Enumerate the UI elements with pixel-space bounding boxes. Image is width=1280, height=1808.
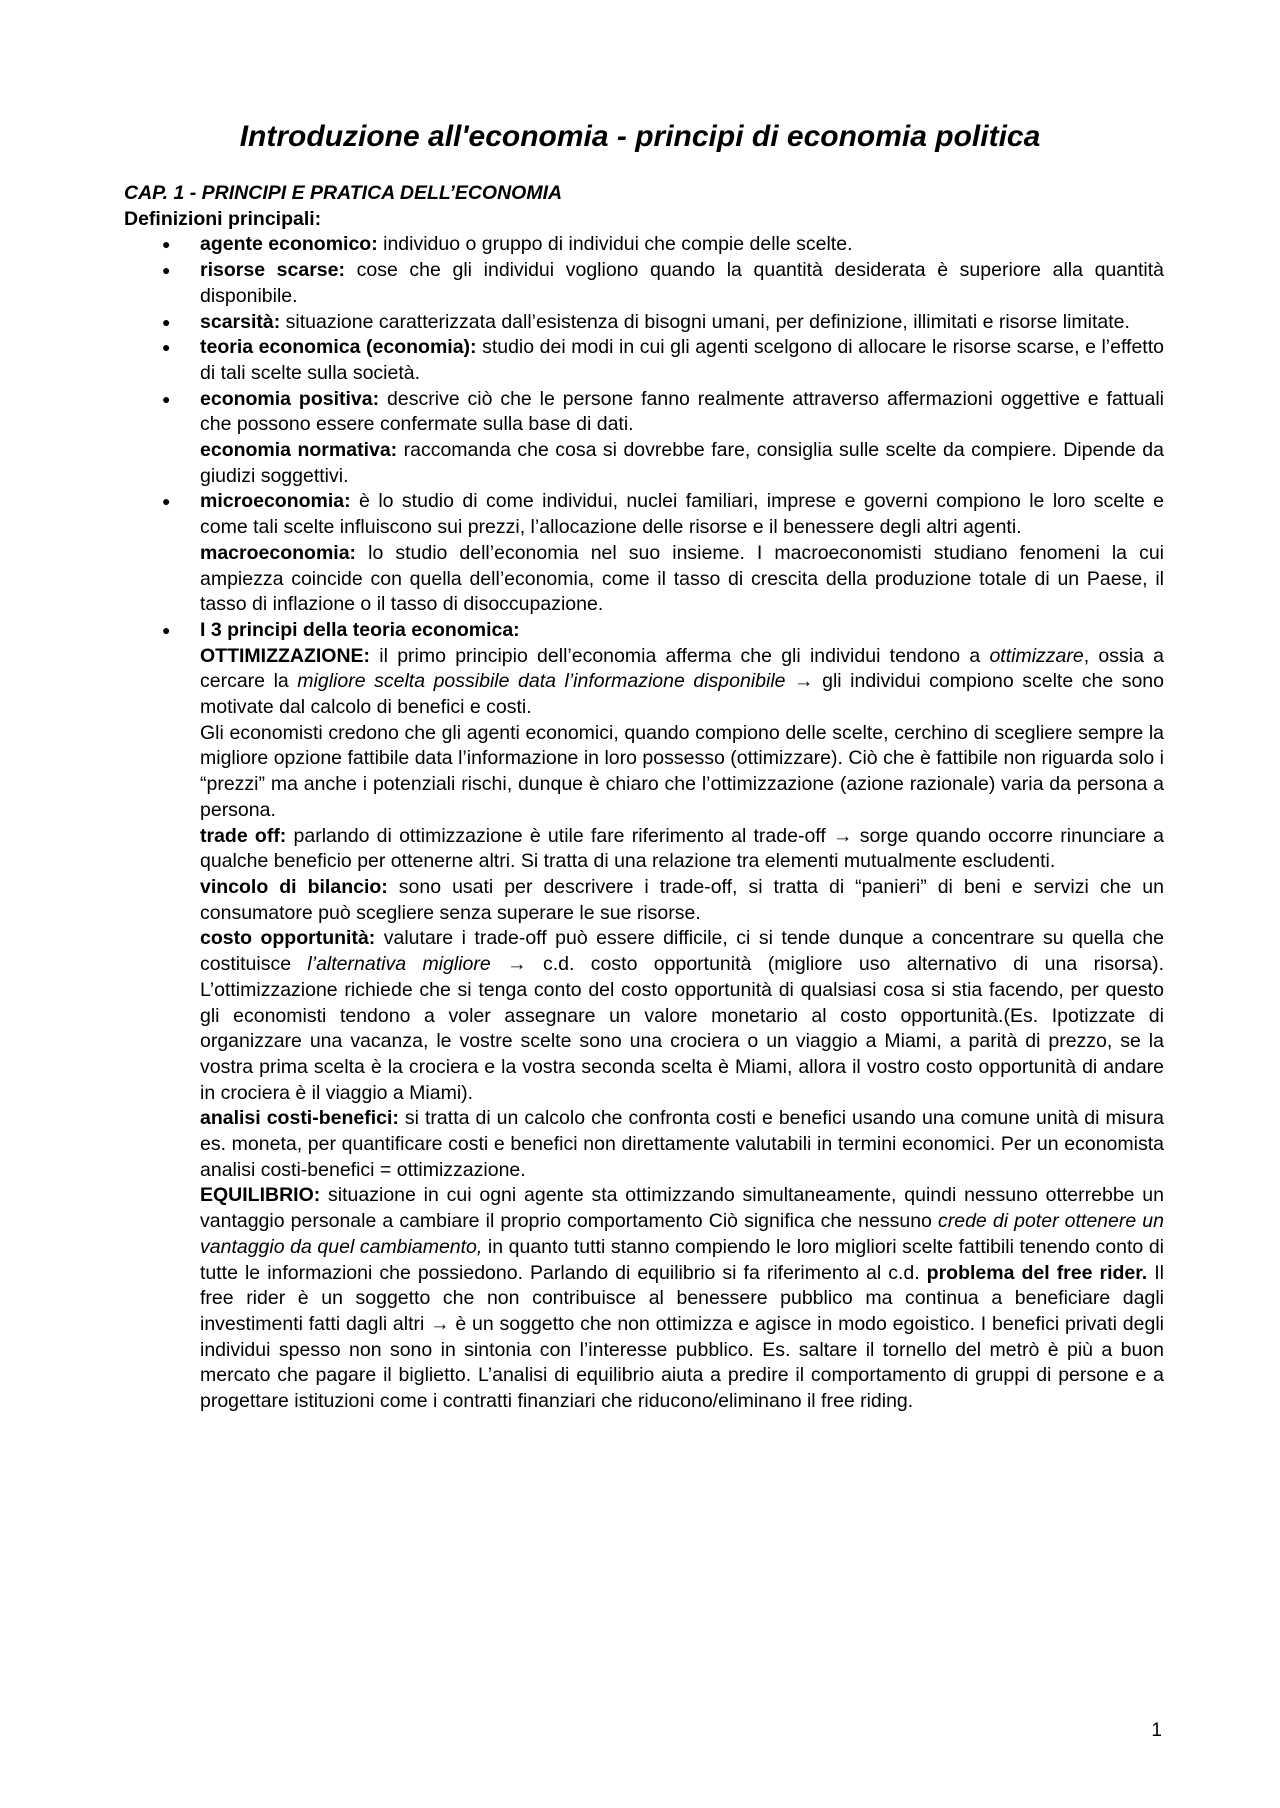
definition-body: descrive ciò che le persone fanno realmente attraverso affermazioni oggettive e fattuali che possono essere confermate sulla base di dati. — [200, 387, 1164, 436]
analisi-paragraph — [200, 1106, 1164, 1183]
document-body — [124, 181, 1164, 1415]
definition-term: trade off: — [200, 824, 287, 847]
definition-body: situazione caratterizzata dall’esistenza di bisogni umani, per definizione, illimitati e risorse limitate. — [280, 310, 1130, 333]
list-item — [124, 387, 1164, 490]
definition-body: studio dei modi in cui gli agenti scelgono di allocare le risorse scarse, e l’effetto di tali scelte sulla società. — [200, 336, 1164, 384]
economisti-paragraph: Gli economisti credono che gli agenti economici, quando compiono delle scelte, cerchino di scegliere sempre la migliore opzione fattibile data l’informazione in loro possesso (ottimizzare). Ciò che è fattibile non riguarda solo i “prezzi” ma anche i potenziali rischi, dunque è chiaro che l’ottimizzazione (azione razionale) varia da persona a persona. — [200, 721, 1164, 821]
text-run: , ossia a cercare la — [200, 644, 1164, 693]
definition-term: scarsità: — [200, 310, 281, 333]
bullet-icon: ● — [162, 621, 171, 638]
definition-text — [200, 258, 1164, 309]
definition-term: OTTIMIZZAZIONE: — [200, 644, 371, 667]
definition-text — [200, 541, 1164, 618]
chapter-heading: CAP. 1 - PRINCIPI E PRATICA DELL’ECONOMIA — [124, 182, 563, 204]
definition-body: lo studio dell’economia nel suo insieme. I macroeconomisti studiano fenomeni la cui ampiezza coincide con quella dell’economia, come il tasso di crescita della produzione totale di un Paese, il tasso di inflazione o il tasso di disoccupazione. — [200, 541, 1164, 616]
bullet-icon: ● — [162, 493, 171, 510]
definition-term: economia positiva: — [200, 387, 380, 410]
bullet-icon: ● — [162, 236, 171, 253]
text-run: valutare i trade-off può essere difficile, ci si tende dunque a concentrare su quella che costituisce — [200, 927, 1164, 976]
list-item — [124, 258, 1164, 309]
text-run: Il free rider è un soggetto che non contribuisce al benessere pubblico ma continua a beneficiare dagli investimenti fatti dagli altri → è un soggetto che non ottimizza e agisce in modo egoistico. I benefici privati degli individui spesso non sono in sintonia con l’interesse pubblico. Es. saltare il tornello del metrò è più a buon mercato che pagare il biglietto. L’analisi di equilibrio aiuta a predire il comportamento di gruppi di persone e a progettare istituzioni come i contratti finanziari che riducono/eliminano il free riding. — [200, 1261, 1164, 1413]
italic-run: ottimizzare — [989, 644, 1084, 667]
principles-heading: I 3 principi della teoria economica: — [200, 618, 520, 641]
italic-run: migliore scelta possibile data l’informazione disponibile — [297, 670, 786, 693]
definition-body: parlando di ottimizzazione è utile fare riferimento al trade-off → sorge quando occorre rinunciare a qualche beneficio per ottenerne altri. Si tratta di una relazione tra elementi mutualmente escludenti. — [200, 824, 1164, 873]
vincolo-paragraph — [200, 875, 1164, 926]
bold-run: problema del free rider. — [926, 1261, 1148, 1284]
definition-text — [200, 232, 1164, 258]
tradeoff-paragraph — [200, 824, 1164, 875]
definition-term: analisi costi-benefici: — [200, 1107, 399, 1130]
text-run: → c.d. costo opportunità (migliore uso alternativo di una risorsa). L’ottimizzazione richiede che si tenga conto del costo opportunità di qualsiasi cosa si stia facendo, per questo gli economisti tendono a voler assegnare un valore monetario al costo opportunità.(Es. Ipotizzate di organizzare una vacanza, le vostre scelte sono una crociera o un viaggio a Miami, a parità di prezzo, se la vostra prima scelta è la crociera e la vostra seconda scelta è Miami, allora il vostro costo opportunità di andare in crociera è il viaggio a Miami). — [200, 953, 1164, 1104]
bullet-icon: ● — [162, 262, 171, 279]
definition-body: si tratta di un calcolo che confronta costi e benefici usando una comune unità di misura es. moneta, per quantificare costi e benefici non direttamente valutabili in termini economici. Per un economista analisi costi-benefici = ottimizzazione. — [200, 1107, 1164, 1181]
costo-opportunita-paragraph — [200, 926, 1164, 1106]
definition-text — [200, 310, 1164, 336]
text-run: → gli individui compiono scelte che sono motivate dal calcolo di benefici e costi. — [200, 670, 1164, 719]
list-item — [124, 232, 1164, 258]
equilibrio-paragraph — [200, 1183, 1164, 1414]
italic-run: crede di poter ottenere un vantaggio da quel cambiamento, — [200, 1210, 1164, 1258]
definitions-heading: Definizioni principali: — [124, 207, 322, 230]
ottimizzazione-paragraph — [200, 644, 1164, 721]
definitions-list — [124, 232, 1164, 1414]
list-item — [124, 618, 1164, 1415]
definition-term: microeconomia: — [200, 490, 351, 513]
definition-term: vincolo di bilancio: — [200, 875, 388, 898]
text-run: in quanto tutti stanno compiendo le loro migliori scelte fattibili tenendo conto di tutte le informazioni che possiedono. Parlando di equilibrio si fa riferimento al c.d. — [200, 1235, 1164, 1284]
definition-body: cose che gli individui vogliono quando la quantità desiderata è superiore alla quantità disponibile. — [200, 259, 1164, 307]
definition-term: EQUILIBRIO: — [200, 1184, 321, 1207]
bullet-icon: ● — [162, 313, 171, 330]
list-item — [124, 335, 1164, 386]
definition-body: sono usati per descrivere i trade-off, si tratta di “panieri” di beni e servizi che un consumatore può scegliere senza superare le sue risorse. — [200, 875, 1164, 924]
list-item — [124, 489, 1164, 618]
text-run: il primo principio dell’economia afferma che gli individui tendono a — [370, 644, 990, 667]
definition-text — [200, 438, 1164, 489]
definition-text — [200, 489, 1164, 540]
italic-run: l’alternativa migliore — [307, 953, 491, 976]
definition-term: costo opportunità: — [200, 927, 376, 950]
bullet-icon: ● — [162, 339, 171, 356]
definition-body: raccomanda che cosa si dovrebbe fare, consiglia sulle scelte da compiere. Dipende da giudizi soggettivi. — [200, 439, 1164, 487]
definition-term: risorse scarse: — [200, 259, 345, 282]
text-run: situazione in cui ogni agente sta ottimizzando simultaneamente, quindi nessuno otterrebbe un vantaggio personale a cambiare il proprio comportamento Ciò significa che nessuno — [200, 1184, 1164, 1233]
page-number: 1 — [1151, 1720, 1162, 1741]
definition-term: teoria economica (economia): — [200, 336, 477, 359]
document-title: Introduzione all'economia - principi di economia politica — [239, 120, 1041, 153]
definition-body: individuo o gruppo di individui che compie delle scelte. — [377, 233, 853, 256]
definition-body: è lo studio di come individui, nuclei familiari, imprese e governi compiono le loro scelte e come tali scelte influiscono sui prezzi, l’allocazione delle risorse e il benessere degli altri agenti. — [200, 490, 1164, 539]
bullet-icon: ● — [162, 390, 171, 407]
definition-term: macroeconomia: — [200, 541, 357, 564]
list-item — [124, 310, 1164, 336]
definition-text — [200, 387, 1164, 438]
definition-term: agente economico: — [200, 233, 378, 256]
definition-text — [200, 335, 1164, 386]
definition-term: economia normativa: — [200, 439, 398, 462]
